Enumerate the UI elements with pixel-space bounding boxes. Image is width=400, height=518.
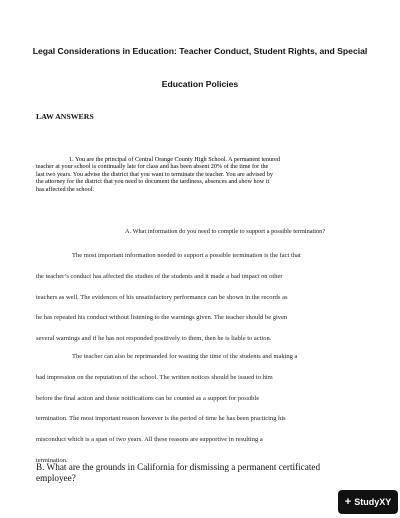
section-b-line: B. What are the grounds in California for dismissing a permanent certificated: [36, 462, 321, 472]
paragraph-line: The most important information needed to support a possible termination is the fact that: [72, 252, 301, 259]
question-line: has affected the school.: [36, 185, 94, 193]
section-heading: LAW ANSWERS: [36, 112, 94, 121]
question-line: 1. You are the principal of Central Orange County High School. A permanent tenured: [69, 156, 281, 163]
paragraph-line: he has repeated his conduct without listening to the warnings given. The teacher should be given: [36, 314, 288, 322]
paragraph-line: the teacher’s conduct has affected the studies of the students and it made a bad impact on other: [36, 272, 283, 280]
paragraph-line: bad impression on the reputation of the school. The written notices should be issued to him: [36, 373, 273, 381]
logo-text: StudyXY: [354, 497, 392, 507]
answer-paragraph-1: [36, 252, 366, 356]
plus-icon: +: [344, 496, 352, 508]
answer-paragraph-2: [36, 353, 366, 478]
studyxy-logo[interactable]: [338, 490, 398, 514]
paragraph-line: termination.: [36, 456, 68, 464]
question-1: [36, 156, 372, 193]
question-line: teacher at your school is continually late for class and has been absent 20% of the time for the: [36, 163, 269, 171]
sub-question-a: A. What information do you need to compile to support a possible termination?: [125, 228, 326, 235]
paragraph-line: several warnings and if he has not responded positively to them, then he is liable to action.: [36, 335, 272, 343]
paragraph-line: misconduct which is a span of two years. All these reasons are supportive in resulting a: [36, 436, 263, 444]
document-title-line-2: Education Policies: [161, 79, 239, 89]
paragraph-line: termination. The most important reason however is the period of time he has been practicing his: [36, 415, 286, 423]
question-line: last two years. You advise the district that you want to terminate the teacher. You are advised by: [36, 170, 273, 178]
paragraph-line: teachers as well. The evidences of his unsatisfactory performance can be shown in the records as: [36, 293, 288, 301]
question-line: the attorney for the district that you need to document the tardiness, absences and show how it: [36, 178, 270, 186]
paragraph-line: The teacher can also be reprimanded for wasting the time of the students and making a: [72, 353, 298, 360]
paragraph-line: before the final action and those notifications can be counted as a support for possible: [36, 394, 260, 402]
section-b-line: employee?: [36, 473, 76, 483]
document-title-line-1: Legal Considerations in Education: Teacher Conduct, Student Rights, and Special: [32, 46, 368, 56]
section-b-question: [36, 462, 366, 484]
